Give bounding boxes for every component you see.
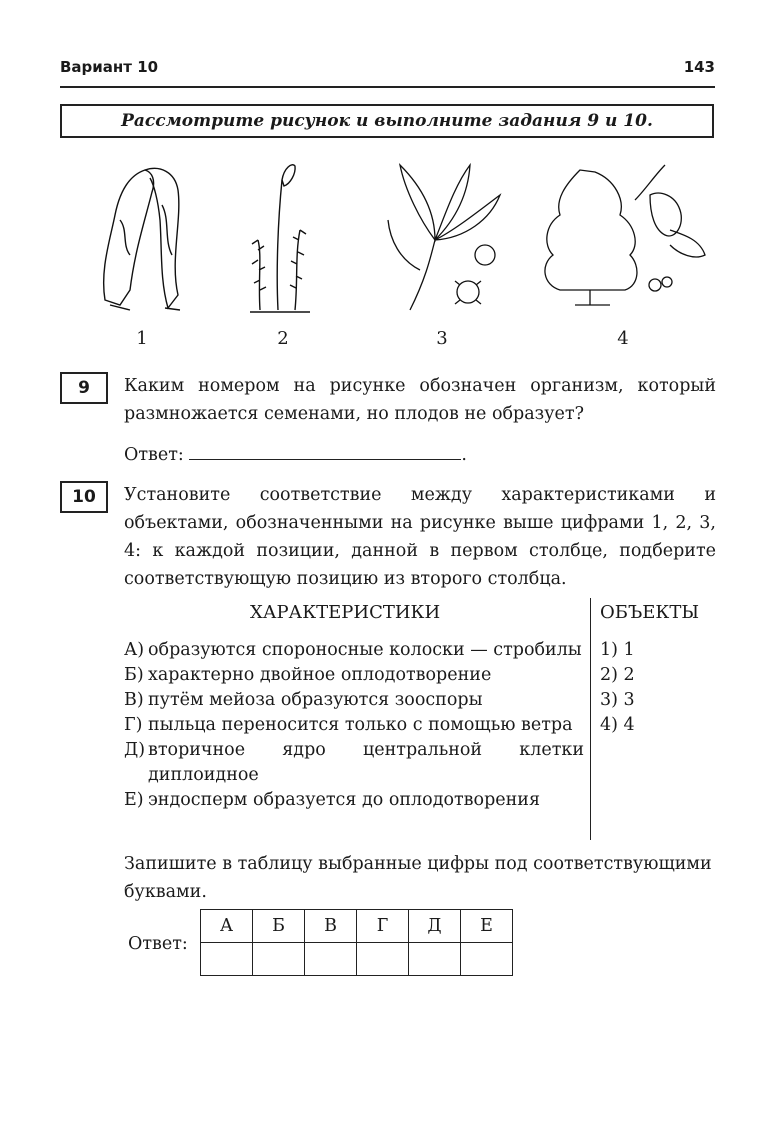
question-9-text: Каким номером на рисунке обозначен организм, который размножается семенами, но плодов не образует? <box>124 376 716 424</box>
characteristics-list <box>124 638 584 813</box>
characteristic-item <box>124 688 584 713</box>
question-10-text: Установите соответствие между характеристиками и объектами, обозначенными на рисунке выше цифрами 1, 2, 3, 4: к каждой позиции, данной в первом столбце, подберите соответствующую позицию из второго столбца. <box>124 485 716 589</box>
characteristic-letter: Е) <box>124 790 144 810</box>
answer-table-header: Г <box>357 910 409 943</box>
moss-icon <box>240 160 320 320</box>
characteristic-item <box>124 713 584 738</box>
figure-number-3: 3 <box>436 328 448 349</box>
characteristic-letter: В) <box>124 690 144 710</box>
table-instruction: Запишите в таблицу выбранные цифры под соответствующими буквами. <box>124 854 712 902</box>
question-9-number: 9 <box>60 372 108 404</box>
characteristic-item <box>124 738 584 788</box>
characteristic-item <box>124 663 584 688</box>
question-10-number: 10 <box>60 481 108 513</box>
characteristic-item <box>124 638 584 663</box>
object-item: 3) 3 <box>600 690 635 710</box>
answer-table <box>200 909 513 976</box>
page-number: 143 <box>683 58 715 76</box>
object-item: 4) 4 <box>600 715 635 735</box>
answer-table-header: Д <box>409 910 461 943</box>
answer-period: . <box>461 445 467 465</box>
characteristic-letter: Б) <box>124 665 144 685</box>
characteristic-text: путём мейоза образуются зооспоры <box>148 690 483 710</box>
instruction-banner: Рассмотрите рисунок и выполните задания 9 и 10. <box>60 104 714 138</box>
answer-table-header: А <box>201 910 253 943</box>
object-item: 1) 1 <box>600 640 635 660</box>
characteristic-text: пыльца переносится только с помощью ветра <box>148 715 573 735</box>
figure-number-4: 4 <box>617 328 629 349</box>
column-divider <box>590 598 591 840</box>
variant-label: Вариант 10 <box>60 58 159 76</box>
characteristic-letter: Д) <box>124 740 146 760</box>
figure-number-2: 2 <box>277 328 289 349</box>
answer-cell[interactable] <box>253 943 305 976</box>
characteristic-letter: Г) <box>124 715 143 735</box>
answer-cell[interactable] <box>357 943 409 976</box>
characteristic-text: образуются спороносные колоски — стробилы <box>148 640 582 660</box>
tree-with-flowers-icon <box>535 160 715 320</box>
characteristic-text: вторичное ядро центральной клетки диплоидное <box>148 740 584 785</box>
characteristics-header: ХАРАКТЕРИСТИКИ <box>250 602 441 623</box>
object-item: 2) 2 <box>600 665 635 685</box>
answer-cell[interactable] <box>305 943 357 976</box>
answer-blank[interactable] <box>189 441 461 460</box>
figure-number-1: 1 <box>136 328 148 349</box>
question-9-answer[interactable] <box>124 441 467 465</box>
answer-table-header: Б <box>253 910 305 943</box>
answer-label: Ответ: <box>124 445 184 465</box>
algae-kelp-icon <box>90 160 200 320</box>
chestnut-branch-icon <box>380 160 510 320</box>
answer-cell[interactable] <box>201 943 253 976</box>
characteristic-text: характерно двойное оплодотворение <box>148 665 492 685</box>
answer-table-header: Е <box>461 910 513 943</box>
answer-label: Ответ: <box>128 934 188 954</box>
page-header <box>60 56 715 88</box>
characteristic-text: эндосперм образуется до оплодотворения <box>148 790 540 810</box>
answer-cell[interactable] <box>409 943 461 976</box>
answer-cell[interactable] <box>461 943 513 976</box>
answer-table-header: В <box>305 910 357 943</box>
objects-header: ОБЪЕКТЫ <box>600 602 700 623</box>
objects-list <box>600 638 635 738</box>
characteristic-letter: А) <box>124 640 145 660</box>
characteristic-item <box>124 788 584 813</box>
